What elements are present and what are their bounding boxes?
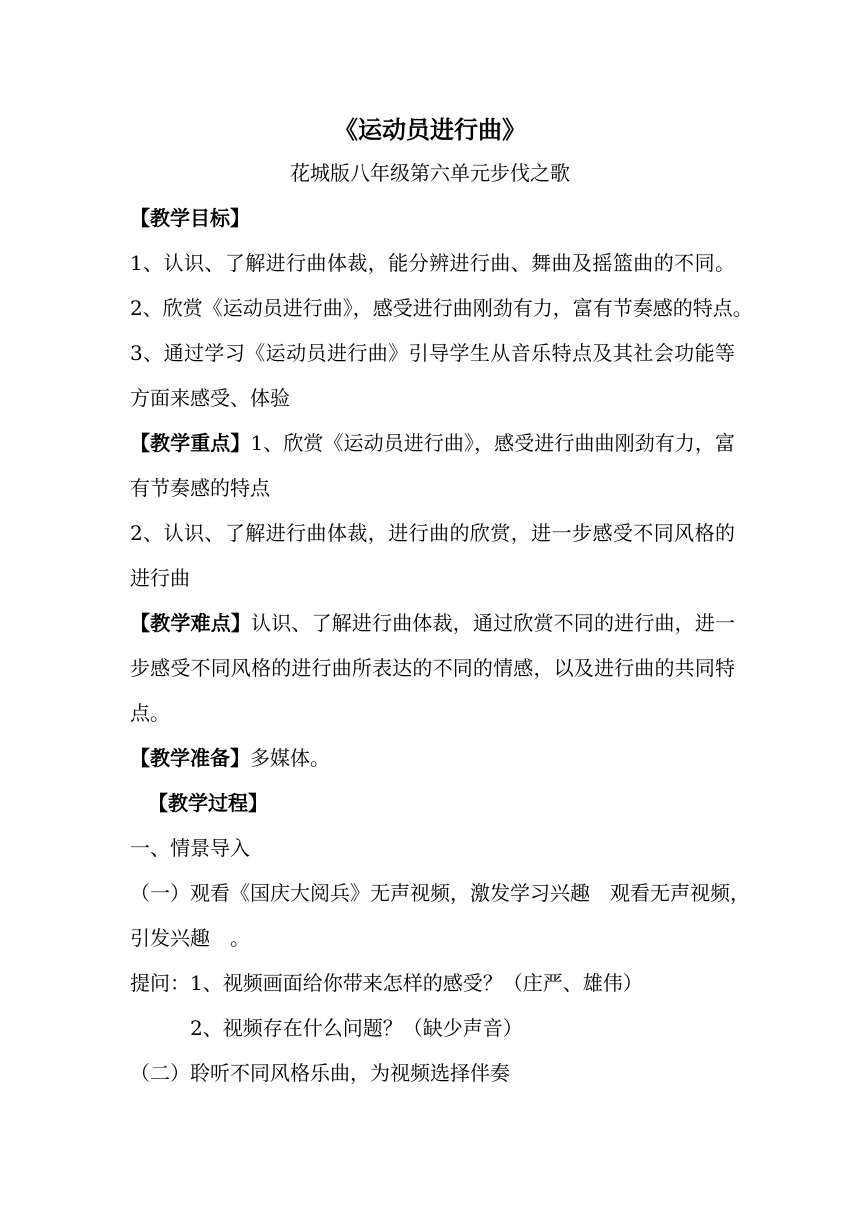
objective-item-3-line-2: 方面来感受、体验 — [130, 386, 290, 410]
difficulties-line-3: 点。 — [130, 701, 170, 725]
process-question-2: 2、视频存在什么问题？（缺少声音） — [190, 1016, 523, 1040]
difficulties-line-2: 步感受不同风格的进行曲所表达的不同的情感，以及进行曲的共同特 — [130, 656, 735, 680]
objectives-heading: 【教学目标】 — [130, 206, 250, 230]
key-points-line-3: 2、认识、了解进行曲体裁，进行曲的欣赏，进一步感受不同风格的 — [130, 521, 735, 545]
preparation-text: 多媒体。 — [250, 746, 330, 770]
preparation-heading: 【教学准备】 — [130, 746, 250, 770]
document-subtitle: 花城版八年级第六单元步伐之歌 — [290, 161, 570, 185]
key-points-text: 1、欣赏《运动员进行曲》，感受进行曲曲刚劲有力，富 — [250, 431, 735, 455]
process-part-2: （二）聆听不同风格乐曲，为视频选择伴奏 — [130, 1061, 510, 1085]
difficulties-heading: 【教学难点】 — [130, 611, 252, 635]
preparation-paragraph — [130, 743, 735, 773]
key-points-line-2: 有节奏感的特点 — [130, 476, 270, 500]
difficulties-text: 认识、了解进行曲体裁，通过欣赏不同的进行曲，进一 — [251, 611, 736, 635]
difficulties-paragraph-line-1 — [130, 608, 735, 638]
objective-item-2: 2、欣赏《运动员进行曲》，感受进行曲刚劲有力，富有节奏感的特点。 — [130, 296, 753, 320]
process-part-1-line-2: 引发兴趣 。 — [130, 926, 250, 950]
key-points-heading: 【教学重点】 — [130, 431, 251, 455]
document-title: 《运动员进行曲》 — [334, 115, 526, 144]
objective-item-3-line-1: 3、通过学习《运动员进行曲》引导学生从音乐特点及其社会功能等 — [130, 341, 735, 365]
process-section-1: 一、情景导入 — [130, 836, 250, 860]
process-question-1: 提问：1、视频画面给你带来怎样的感受？（庄严、雄伟） — [130, 971, 643, 995]
key-points-line-4: 进行曲 — [130, 566, 190, 590]
process-heading: 【教学过程】 — [148, 791, 268, 815]
objective-item-1: 1、认识、了解进行曲体裁，能分辨进行曲、舞曲及摇篮曲的不同。 — [130, 251, 735, 275]
process-part-1-line-1: （一）观看《国庆大阅兵》无声视频，激发学习兴趣 观看无声视频， — [130, 881, 750, 905]
key-points-paragraph-line-1 — [130, 428, 735, 458]
